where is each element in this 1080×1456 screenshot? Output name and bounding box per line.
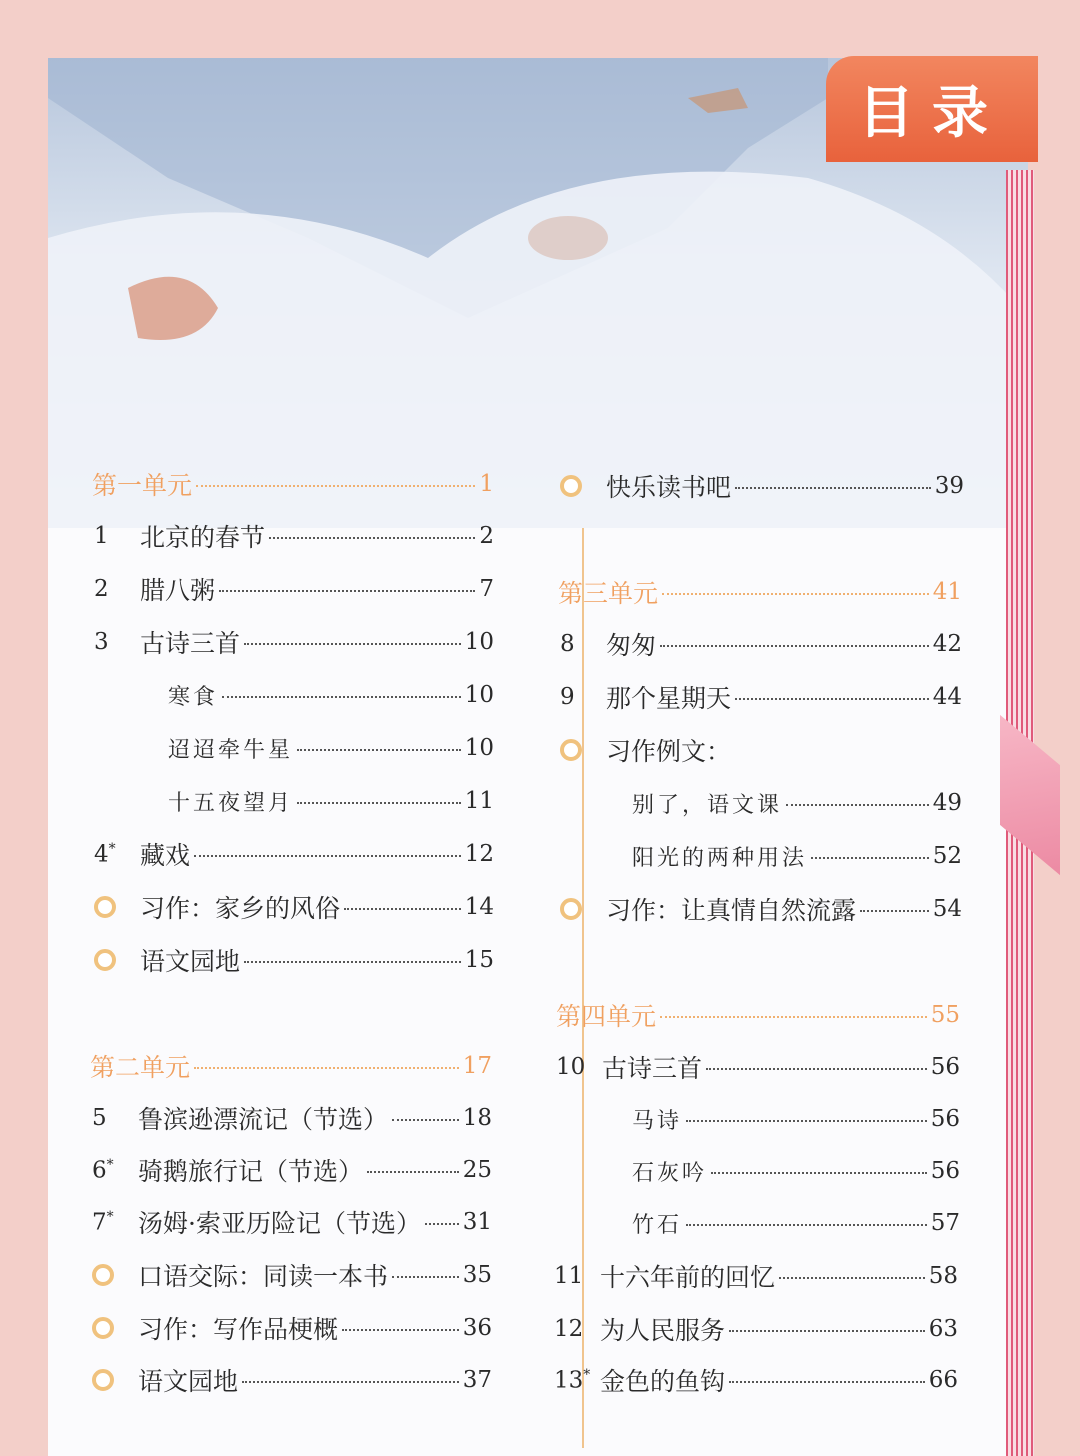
page-number: 56 <box>930 1106 960 1132</box>
bullet-icon <box>92 1317 138 1339</box>
page-number: 14 <box>464 894 494 920</box>
lesson-title: 匆匆 <box>606 631 657 660</box>
page-number: 54 <box>932 896 962 922</box>
page-number: 56 <box>930 1158 960 1184</box>
bullet-icon <box>560 475 606 497</box>
lesson-number: 5 <box>92 1105 107 1131</box>
page-number: 56 <box>930 1054 960 1080</box>
lesson-number: 9 <box>560 684 575 710</box>
leader-dots <box>392 1119 459 1121</box>
lesson-number: 2 <box>94 576 109 602</box>
toc-entry-8[interactable] <box>560 624 962 664</box>
lesson-title: 腊八粥 <box>140 576 216 605</box>
lesson-title: 藏戏 <box>140 841 191 870</box>
leader-dots <box>706 1068 927 1070</box>
leader-dots <box>686 1120 927 1122</box>
leader-dots <box>244 643 461 645</box>
lesson-title: 北京的春节 <box>140 523 266 552</box>
leader-dots <box>660 645 929 647</box>
poem-title: 寒食 <box>168 684 219 710</box>
page-number: 39 <box>934 473 964 499</box>
toc-unit-4[interactable] <box>556 995 960 1035</box>
bullet-icon <box>92 1264 138 1286</box>
leader-dots <box>811 857 929 859</box>
toc-subentry-qianniuxing[interactable] <box>168 728 494 768</box>
toc-entry-kuaile[interactable] <box>560 466 964 506</box>
page-number: 58 <box>928 1263 958 1289</box>
page-title: 目录 <box>858 81 1006 146</box>
poem-title: 十五夜望月 <box>168 790 294 816</box>
lesson-title: 汤姆·索亚历险记（节选） <box>138 1209 421 1238</box>
unit-label: 第二单元 <box>90 1053 191 1082</box>
lesson-title: 金色的鱼钩 <box>600 1367 726 1396</box>
toc-entry-yuandi-2[interactable] <box>92 1360 492 1400</box>
leader-dots <box>367 1171 459 1173</box>
page-number: 63 <box>928 1316 958 1342</box>
leader-dots <box>194 1067 459 1069</box>
bullet-icon <box>94 949 140 971</box>
bullet-icon <box>560 898 606 920</box>
lesson-number: 6* <box>92 1156 114 1184</box>
page-number: 36 <box>462 1315 492 1341</box>
bullet-icon <box>92 1369 138 1391</box>
page-number: 7 <box>479 576 494 602</box>
leader-dots <box>729 1381 925 1383</box>
lesson-title: 为人民服务 <box>600 1316 726 1345</box>
unit-label: 第四单元 <box>556 1002 657 1031</box>
page-number: 2 <box>479 523 494 549</box>
page-number: 35 <box>462 1262 492 1288</box>
lesson-title: 习作：家乡的风俗 <box>140 894 341 923</box>
toc-subentry-bieliao[interactable] <box>632 783 962 823</box>
leader-dots <box>297 802 461 804</box>
lesson-title: 快乐读书吧 <box>606 473 732 502</box>
page-number: 18 <box>462 1105 492 1131</box>
page-number: 41 <box>932 579 962 605</box>
toc-subentry-yangguang[interactable] <box>632 836 962 876</box>
lesson-title: 古诗三首 <box>140 629 241 658</box>
bullet-icon <box>560 739 606 761</box>
lesson-title: 习作：写作品梗概 <box>138 1315 339 1344</box>
toc-unit-2[interactable] <box>90 1046 492 1086</box>
leader-dots <box>342 1329 459 1331</box>
toc-entry-9[interactable] <box>560 677 962 717</box>
page-number: 49 <box>932 790 962 816</box>
page-number: 17 <box>462 1053 492 1079</box>
page-number: 10 <box>464 735 494 761</box>
poem-title: 竹石 <box>632 1212 683 1238</box>
leader-dots <box>242 1381 459 1383</box>
page-number: 57 <box>930 1210 960 1236</box>
lesson-number: 13* <box>554 1366 591 1394</box>
leader-dots <box>779 1277 925 1279</box>
toc-subentry-zhushi[interactable] <box>632 1203 960 1243</box>
leader-dots <box>786 804 929 806</box>
lesson-number: 3 <box>94 629 109 655</box>
lesson-title: 鲁滨逊漂流记（节选） <box>138 1105 389 1134</box>
page-number: 37 <box>462 1367 492 1393</box>
toc-subentry-shihuiyin[interactable] <box>632 1151 960 1191</box>
leader-dots <box>686 1224 927 1226</box>
toc-unit-1[interactable] <box>92 464 494 504</box>
poem-title: 石灰吟 <box>632 1160 708 1186</box>
lesson-title: 古诗三首 <box>602 1054 703 1083</box>
leader-dots <box>194 855 461 857</box>
leader-dots <box>425 1223 459 1225</box>
leader-dots <box>660 1016 927 1018</box>
poem-title: 马诗 <box>632 1108 683 1134</box>
toc-entry-11[interactable] <box>554 1256 958 1296</box>
lesson-number: 8 <box>560 631 575 657</box>
toc-entry-2[interactable] <box>94 569 494 609</box>
lesson-title: 语文园地 <box>138 1367 239 1396</box>
toc-subentry-wangyue[interactable] <box>168 781 494 821</box>
toc-entry-xizuo-2[interactable] <box>92 1308 492 1348</box>
book-page <box>48 58 1028 1456</box>
toc-entry-4[interactable] <box>94 834 494 874</box>
lesson-title: 习作例文： <box>606 737 732 766</box>
lesson-title: 口语交际：同读一本书 <box>138 1262 389 1291</box>
leader-dots <box>711 1172 927 1174</box>
page-number: 1 <box>479 471 494 497</box>
leader-dots <box>269 537 475 539</box>
leader-dots <box>662 593 929 595</box>
toc-entry-yuandi-1[interactable] <box>94 940 494 980</box>
page-number: 55 <box>930 1002 960 1028</box>
toc-entry-5[interactable] <box>92 1098 492 1138</box>
page-number: 15 <box>464 947 494 973</box>
toc-entry-6[interactable] <box>92 1150 492 1190</box>
toc-entry-13[interactable] <box>554 1360 958 1400</box>
lesson-number: 7* <box>92 1208 114 1236</box>
page-number: 12 <box>464 841 494 867</box>
page-number: 25 <box>462 1157 492 1183</box>
example-title: 别了，语文课 <box>632 792 783 818</box>
lesson-number: 10 <box>556 1054 586 1080</box>
unit-label: 第三单元 <box>558 579 659 608</box>
lesson-title: 十六年前的回忆 <box>600 1263 776 1292</box>
page-number: 66 <box>928 1367 958 1393</box>
toc-entry-liwen[interactable] <box>560 730 962 770</box>
lesson-title: 习作：让真情自然流露 <box>606 896 857 925</box>
leader-dots <box>196 485 475 487</box>
toc-entry-xizuo-3[interactable] <box>560 889 962 929</box>
leader-dots <box>222 696 461 698</box>
page-number: 44 <box>932 684 962 710</box>
bullet-icon <box>94 896 140 918</box>
page-number: 11 <box>464 788 494 814</box>
toc-subentry-hanshi[interactable] <box>168 675 494 715</box>
lesson-title: 语文园地 <box>140 947 241 976</box>
leader-dots <box>729 1330 925 1332</box>
toc-entry-3[interactable] <box>94 622 494 662</box>
leader-dots <box>392 1276 459 1278</box>
toc-entry-10[interactable] <box>556 1047 960 1087</box>
leader-dots <box>735 698 929 700</box>
lesson-number: 4* <box>94 840 116 868</box>
toc-title-tab <box>826 56 1038 162</box>
toc-entry-1[interactable] <box>94 516 494 556</box>
lesson-number: 12 <box>554 1316 584 1342</box>
page-number: 31 <box>462 1209 492 1235</box>
page-number: 10 <box>464 682 494 708</box>
leader-dots <box>860 910 929 912</box>
leader-dots <box>735 487 931 489</box>
unit-label: 第一单元 <box>92 471 193 500</box>
toc-entry-kouyu[interactable] <box>92 1255 492 1295</box>
lesson-title: 那个星期天 <box>606 684 732 713</box>
poem-title: 迢迢牵牛星 <box>168 737 294 763</box>
toc-entry-12[interactable] <box>554 1309 958 1349</box>
lesson-number: 11 <box>554 1263 584 1289</box>
toc-subentry-mashi[interactable] <box>632 1099 960 1139</box>
lesson-number: 1 <box>94 523 109 549</box>
lesson-title: 骑鹅旅行记（节选） <box>138 1157 364 1186</box>
leader-dots <box>297 749 461 751</box>
leader-dots <box>244 961 461 963</box>
leader-dots <box>344 908 461 910</box>
page-number: 52 <box>932 843 962 869</box>
toc-entry-7[interactable] <box>92 1202 492 1242</box>
leader-dots <box>219 590 475 592</box>
page-number: 42 <box>932 631 962 657</box>
toc-entry-xizuo-1[interactable] <box>94 887 494 927</box>
example-title: 阳光的两种用法 <box>632 845 808 871</box>
toc-unit-3[interactable] <box>558 572 962 612</box>
page-number: 10 <box>464 629 494 655</box>
